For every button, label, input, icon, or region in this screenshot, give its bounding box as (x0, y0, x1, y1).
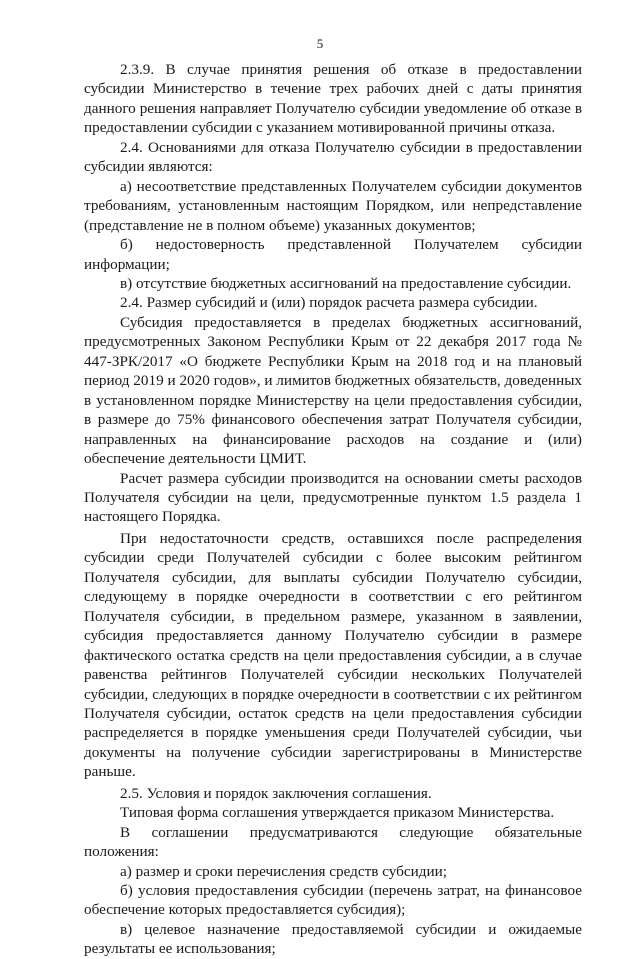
paragraph-2-4-refusal-grounds: 2.4. Основаниями для отказа Получателю субсидии в предоставлении субсидии являются: (84, 138, 582, 176)
paragraph-2-3-9-refusal-notice: 2.3.9. В случае принятия решения об отказе в предоставлении субсидии Министерство в течение трех рабочих дней с даты принятия данного решения направляет Получателю субсидии уведомление об отказе в предоставлении субсидии с указанием мотивированной причины отказа. (84, 61, 582, 137)
list-item-b-unreliable-info: б) недостоверность представленной Получателем субсидии информации; (84, 236, 582, 273)
paragraph-agreement-form: Типовая форма соглашения утверждается приказом Министерства. (120, 804, 555, 822)
paragraph-insufficient-funds: При недостаточности средств, оставшихся после распределения субсидии среди Получателей субсидии с более высоким рейтингом Получателя субсидии, для выплаты субсидии Получателю субсидии, следующему в порядке очередности в соответствии с его рейтингом Получателя субсидии, в предельном размере, указанном в заявлении, субсидия предоставляется данному Получателю субсидии в размере фактического остатка средств на цели предоставления субсидии, а в случае равенства рейтингов Получателей субсидии нескольких Получателей субсидии, следующих в порядке очередности в соответствии с их рейтингом Получателя субсидии, остаток средств на цели предоставления субсидии распределяется в порядке уменьшения среди Получателей субсидии, чьи документы на получение субсидии зарегистрированы в Министерстве раньше. (84, 529, 582, 781)
paragraph-subsidy-calculation: Расчет размера субсидии производится на основании сметы расходов Получателя субсидии на цели, предусмотренные пунктом 1.5 раздела 1 настоящего Порядка. (84, 469, 582, 526)
paragraph-agreement-provisions: В соглашении предусматриваются следующие обязательные положения: (84, 823, 582, 861)
list-item-a-nonconformity: а) несоответствие представленных Получателем субсидии документов требованиям, установленным настоящим Порядком, или непредставление (представление не в полном объеме) указанных документов; (84, 177, 582, 234)
list-item-v-no-budget: в) отсутствие бюджетных ассигнований на предоставление субсидии. (120, 274, 572, 292)
list-item-a-amount-terms: а) размер и сроки перечисления средств субсидии; (120, 862, 447, 880)
paragraph-subsidy-limits: Субсидия предоставляется в пределах бюджетных ассигнований, предусмотренных Законом Республики Крым от 22 декабря 2017 года № 447-ЗРК/2017 «О бюджете Республики Крым на 2018 год и на плановый период 2019 и 2020 годов», и лимитов бюджетных обязательств, доведенных в установленном порядке Министерству на цели предоставления субсидии, в размере до 75% финансового обеспечения затрат Получателя субсидии, направленных на финансирование расходов на создание и (или) обеспечение деятельности ЦМИТ. (84, 313, 582, 468)
paragraph-2-5-agreement-conditions: 2.5. Условия и порядок заключения соглашения. (120, 784, 432, 802)
list-item-b-conditions: б) условия предоставления субсидии (перечень затрат, на финансовое обеспечение которых предоставляется субсидия); (84, 882, 582, 919)
page-number: 5 (316, 36, 324, 51)
document-body (84, 60, 582, 959)
list-item-v-purpose-results: в) целевое назначение предоставляемой субсидии и ожидаемые результаты ее использования; (84, 920, 582, 958)
paragraph-2-4-subsidy-size: 2.4. Размер субсидий и (или) порядок расчета размера субсидии. (120, 294, 538, 312)
